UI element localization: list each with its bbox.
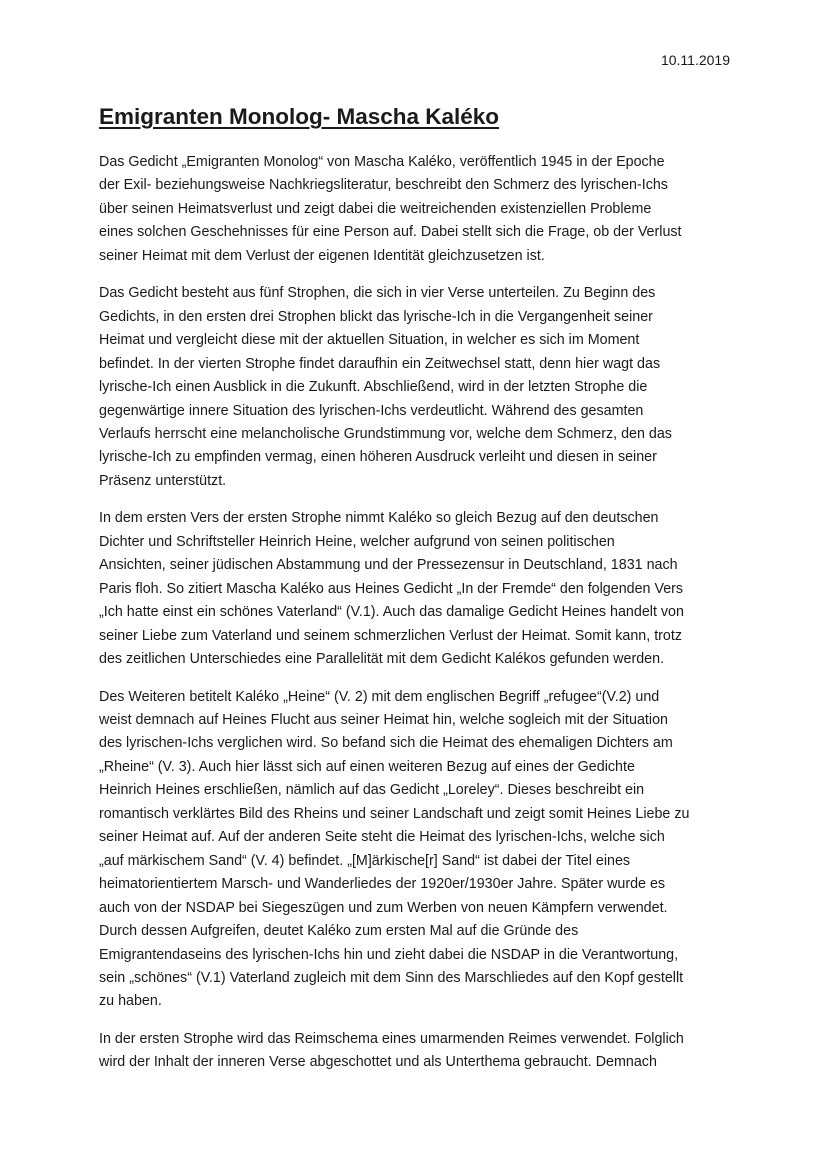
text-line: befindet. In der vierten Strophe findet daraufhin ein Zeitwechsel statt, denn hier wagt das [99, 355, 661, 372]
document-title: Emigranten Monolog- Mascha Kaléko [99, 104, 500, 129]
paragraph [99, 151, 739, 268]
text-line: Gedichts, in den ersten drei Strophen blickt das lyrische-Ich in die Vergangenheit seiner [99, 308, 653, 325]
paragraph [99, 282, 739, 493]
text-line: Paris floh. So zitiert Mascha Kaléko aus Heines Gedicht „In der Fremde“ den folgenden Vers [99, 580, 684, 597]
text-line: Das Gedicht besteht aus fünf Strophen, die sich in vier Verse unterteilen. Zu Beginn des [99, 285, 656, 302]
text-line: des zeitlichen Unterschiedes eine Parallelität mit dem Gedicht Kalékos gefunden werden. [99, 651, 665, 668]
text-line: eines solchen Geschehnisses für eine Person auf. Dabei stellt sich die Frage, ob der Verlust [99, 224, 682, 241]
text-line: Des Weiteren betitelt Kaléko „Heine“ (V. 2) mit dem englischen Begriff „refugee“(V.2) und [99, 688, 660, 705]
text-line: „auf märkischem Sand“ (V. 4) befindet. „[M]ärkische[r] Sand“ ist dabei der Titel eines [99, 852, 631, 869]
text-line: Präsenz unterstützt. [99, 472, 227, 489]
text-line: Durch dessen Aufgreifen, deutet Kaléko zum ersten Mal auf die Gründe des [99, 923, 579, 940]
text-line: In dem ersten Vers der ersten Strophe nimmt Kaléko so gleich Bezug auf den deutschen [99, 510, 659, 527]
paragraph [99, 507, 739, 671]
text-line: Emigrantendaseins des lyrischen-Ichs hin und zieht dabei die NSDAP in die Verantwortung, [99, 946, 679, 963]
text-line: heimatorientiertem Marsch- und Wanderliedes der 1920er/1930er Jahre. Später wurde es [99, 876, 666, 893]
text-line: lyrische-Ich zu empfinden vermag, einen höheren Ausdruck verleiht und diesen in seiner [99, 449, 657, 466]
text-line: „Rheine“ (V. 3). Auch hier lässt sich auf einen weiteren Bezug auf eines der Gedichte [99, 758, 635, 775]
text-line: sein „schönes“ (V.1) Vaterland zugleich mit dem Sinn des Marschliedes auf den Kopf gestellt [99, 969, 684, 986]
text-line: wird der Inhalt der inneren Verse abgeschottet und als Unterthema gebraucht. Demnach [99, 1054, 657, 1071]
text-line: Ansichten, seiner jüdischen Abstammung und der Pressezensur in Deutschland, 1831 nach [99, 557, 678, 574]
text-line: „Ich hatte einst ein schönes Vaterland“ (V.1). Auch das damalige Gedicht Heines handelt von [99, 604, 684, 621]
document-body [99, 151, 739, 1089]
text-line: seiner Heimat auf. Auf der anderen Seite steht die Heimat des lyrischen-Ichs, welche sich [99, 829, 665, 846]
text-line: über seinen Heimatsverlust und zeigt dabei die weitreichenden existenziellen Probleme [99, 200, 652, 217]
text-line: Verlaufs herrscht eine melancholische Grundstimmung vor, welche dem Schmerz, den das [99, 425, 672, 442]
text-line: zu haben. [99, 993, 162, 1010]
text-line: weist demnach auf Heines Flucht aus seiner Heimat hin, welche sogleich mit der Situation [99, 711, 668, 728]
text-line: seiner Heimat mit dem Verlust der eigenen Identität gleichzusetzen ist. [99, 247, 545, 264]
text-line: Dichter und Schriftsteller Heinrich Heine, welcher aufgrund von seinen politischen [99, 533, 615, 550]
text-line: Heinrich Heines erschließen, nämlich auf das Gedicht „Loreley“. Dieses beschreibt ein [99, 782, 645, 799]
text-line: gegenwärtige innere Situation des lyrischen-Ichs verdeutlicht. Während des gesamten [99, 402, 644, 419]
text-line: In der ersten Strophe wird das Reimschema eines umarmenden Reimes verwendet. Folglich [99, 1030, 684, 1047]
text-line: Das Gedicht „Emigranten Monolog“ von Mascha Kaléko, veröffentlich 1945 in der Epoche [99, 154, 665, 170]
document-date: 10.11.2019 [660, 52, 730, 68]
paragraph [99, 686, 739, 1014]
text-line: seiner Liebe zum Vaterland und seinem schmerzlichen Verlust der Heimat. Somit kann, trotz [99, 627, 683, 644]
text-line: romantisch verklärtes Bild des Rheins und seiner Landschaft und zeigt somit Heines Liebe zu [99, 805, 690, 822]
text-line: Heimat und vergleicht diese mit der aktuellen Situation, in welcher es sich im Moment [99, 332, 640, 349]
text-line: auch von der NSDAP bei Siegeszügen und zum Werben von neuen Kämpfern verwendet. [99, 899, 668, 916]
text-line: lyrische-Ich einen Ausblick in die Zukunft. Abschließend, wird in der letzten Strophe die [99, 379, 648, 396]
paragraph [99, 1028, 739, 1075]
text-line: des lyrischen-Ichs verglichen wird. So befand sich die Heimat des ehemaligen Dichters am [99, 735, 673, 752]
text-line: der Exil- beziehungsweise Nachkriegsliteratur, beschreibt den Schmerz des lyrischen-Ichs [99, 177, 668, 194]
